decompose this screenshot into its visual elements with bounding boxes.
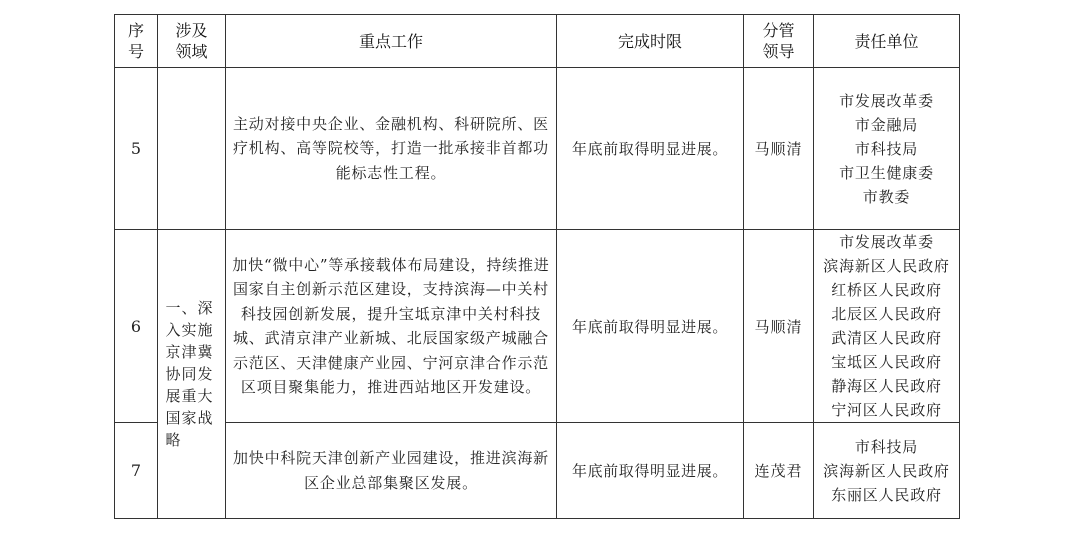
unit-item: 市金融局: [854, 115, 919, 134]
unit-item: 红桥区人民政府: [831, 281, 942, 299]
row-leader: 马顺清: [744, 230, 814, 423]
unit-item: 宝坻区人民政府: [831, 353, 942, 371]
unit-item: 市卫生健康委: [839, 163, 934, 182]
unit-item: 市科技局: [854, 139, 919, 158]
row-units: [814, 423, 960, 519]
unit-item: 滨海新区人民政府: [823, 461, 950, 480]
header-work: 重点工作: [226, 15, 557, 68]
row-seq: 6: [115, 230, 158, 423]
row-seq: 7: [115, 423, 158, 519]
header-leader: 分管 领导: [744, 15, 814, 68]
table-row: [115, 423, 960, 519]
header-deadline: 完成时限: [557, 15, 744, 68]
unit-item: 市发展改革委: [839, 233, 934, 251]
unit-item: 滨海新区人民政府: [823, 257, 950, 275]
table-header-row: [115, 15, 960, 68]
row-domain: 一、深入实施京津冀协同发展重大国家战略: [158, 230, 226, 519]
row-leader: 马顺清: [744, 68, 814, 230]
unit-item: 市发展改革委: [839, 91, 934, 110]
header-units: 责任单位: [814, 15, 960, 68]
row-seq: 5: [115, 68, 158, 230]
table-row: [115, 230, 960, 423]
row-deadline: 年底前取得明显进展。: [557, 230, 744, 423]
unit-item: 北辰区人民政府: [831, 305, 942, 323]
unit-item: 宁河区人民政府: [831, 401, 942, 419]
unit-item: 东丽区人民政府: [831, 485, 942, 504]
key-work-table: [114, 14, 960, 519]
unit-item: 市教委: [862, 187, 911, 206]
unit-item: 市科技局: [854, 437, 919, 456]
unit-item: 静海区人民政府: [831, 377, 942, 395]
row-deadline: 年底前取得明显进展。: [557, 423, 744, 519]
row-leader: 连茂君: [744, 423, 814, 519]
row-work: 加快“微中心”等承接载体布局建设，持续推进国家自主创新示范区建设，支持滨海—中关村科技园创新发展，提升宝坻京津中关村科技城、武清京津产业新城、北辰国家级产城融合示范区、天津健康产业园、宁河京津合作示范区项目聚集能力，推进西站地区开发建设。: [226, 230, 557, 423]
row-deadline: 年底前取得明显进展。: [557, 68, 744, 230]
table-row: [115, 68, 960, 230]
header-domain: 涉及 领域: [158, 15, 226, 68]
row-work: 加快中科院天津创新产业园建设，推进滨海新区企业总部集聚区发展。: [226, 423, 557, 519]
row-units: [814, 230, 960, 423]
row-units: [814, 68, 960, 230]
row-domain-empty: [158, 68, 226, 230]
header-seq: 序 号: [115, 15, 158, 68]
unit-item: 武清区人民政府: [831, 329, 942, 347]
row-work: 主动对接中央企业、金融机构、科研院所、医疗机构、高等院校等，打造一批承接非首都功能标志性工程。: [226, 68, 557, 230]
